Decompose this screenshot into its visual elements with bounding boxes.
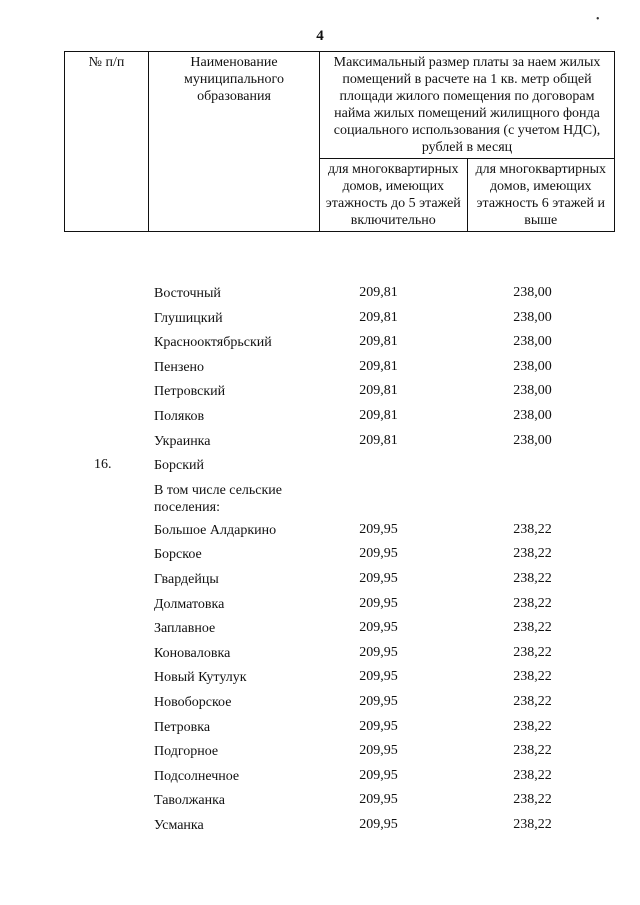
row-name: Глушицкий	[154, 310, 223, 326]
table-row	[64, 766, 615, 791]
table-row	[64, 594, 615, 619]
row-number: 16.	[94, 457, 112, 473]
header-col-name: Наименование муниципального образования	[149, 52, 320, 232]
row-value-up-to-5-floors: 209,95	[359, 693, 398, 709]
table-row	[64, 643, 615, 668]
row-value-6-floors-and-above: 238,22	[513, 792, 552, 808]
row-value-up-to-5-floors: 209,81	[359, 358, 398, 374]
row-value-6-floors-and-above: 238,22	[513, 669, 552, 685]
row-value-6-floors-and-above: 238,00	[513, 407, 552, 423]
table-row	[64, 455, 615, 480]
row-name: Подгорное	[154, 744, 219, 760]
row-name: Борский	[154, 458, 205, 474]
row-value-6-floors-and-above: 238,22	[513, 718, 552, 734]
row-value-6-floors-and-above: 238,00	[513, 383, 552, 399]
row-name: Большое Алдаркино	[154, 522, 277, 538]
corner-mark: •	[596, 14, 600, 25]
table-row	[64, 618, 615, 643]
table-row	[64, 520, 615, 545]
row-value-up-to-5-floors: 209,95	[359, 669, 398, 685]
table-row	[64, 569, 615, 594]
row-value-up-to-5-floors: 209,95	[359, 595, 398, 611]
table-row	[64, 667, 615, 692]
row-value-up-to-5-floors: 209,95	[359, 792, 398, 808]
row-value-up-to-5-floors: 209,81	[359, 334, 398, 350]
row-name: Борское	[154, 547, 202, 563]
table-row	[64, 790, 615, 815]
table-row	[64, 431, 615, 456]
row-value-6-floors-and-above: 238,00	[513, 432, 552, 448]
table-row	[64, 381, 615, 406]
table-row	[64, 357, 615, 382]
row-value-up-to-5-floors: 209,95	[359, 718, 398, 734]
row-name: Поляков	[154, 408, 205, 424]
table-row	[64, 406, 615, 431]
row-value-6-floors-and-above: 238,22	[513, 767, 552, 783]
row-name: Долматовка	[154, 596, 225, 612]
row-value-up-to-5-floors: 209,95	[359, 743, 398, 759]
header-sub-up-to-5-floors: для многоквартирных домов, имеющих этажность до 5 этажей включительно	[320, 159, 468, 232]
row-value-up-to-5-floors: 209,95	[359, 816, 398, 832]
row-value-up-to-5-floors: 209,95	[359, 767, 398, 783]
table-row	[64, 717, 615, 742]
row-value-up-to-5-floors: 209,81	[359, 285, 398, 300]
row-value-up-to-5-floors: 209,95	[359, 644, 398, 660]
row-value-6-floors-and-above: 238,22	[513, 816, 552, 832]
table-row	[64, 332, 615, 357]
row-name: Новый Кутулук	[154, 670, 247, 686]
row-value-6-floors-and-above: 238,22	[513, 546, 552, 562]
row-name: Таволжанка	[154, 793, 225, 809]
row-name: Коноваловка	[154, 645, 231, 661]
row-name: Петровка	[154, 719, 211, 735]
row-value-6-floors-and-above: 238,22	[513, 521, 552, 537]
table-row	[64, 480, 615, 520]
row-name: Подсолнечное	[154, 768, 240, 784]
row-value-6-floors-and-above: 238,22	[513, 644, 552, 660]
row-name: В том числе сельские поселения:	[154, 482, 283, 515]
table-row	[64, 283, 615, 308]
row-value-up-to-5-floors: 209,95	[359, 570, 398, 586]
row-value-up-to-5-floors: 209,95	[359, 521, 398, 537]
row-name: Восточный	[154, 286, 221, 301]
header-col-number: № п/п	[65, 52, 149, 232]
header-table	[64, 51, 615, 232]
row-value-up-to-5-floors: 209,81	[359, 309, 398, 325]
row-value-6-floors-and-above: 238,00	[513, 285, 552, 300]
table-row	[64, 815, 615, 840]
header-col-max-fee: Максимальный размер платы за наем жилых помещений в расчете на 1 кв. метр общей площади жилого помещения по договорам найма жилых помещений жилищного фонда социального использования (с учетом НДС), рублей в месяц	[320, 52, 615, 159]
row-value-6-floors-and-above: 238,22	[513, 570, 552, 586]
header-sub-6-floors-and-above: для многоквартирных домов, имеющих этажность 6 этажей и выше	[467, 159, 615, 232]
row-name: Новоборское	[154, 694, 232, 710]
row-name: Гвардейцы	[154, 571, 219, 587]
row-name: Украинка	[154, 433, 211, 449]
row-value-6-floors-and-above: 238,22	[513, 595, 552, 611]
row-value-6-floors-and-above: 238,00	[513, 358, 552, 374]
table-row	[64, 692, 615, 717]
row-name: Заплавное	[154, 621, 216, 637]
page-number: 4	[316, 28, 324, 44]
row-value-6-floors-and-above: 238,22	[513, 620, 552, 636]
row-value-up-to-5-floors: 209,81	[359, 407, 398, 423]
row-value-6-floors-and-above: 238,22	[513, 743, 552, 759]
table-row	[64, 741, 615, 766]
row-name: Краснооктябрьский	[154, 335, 272, 351]
row-value-up-to-5-floors: 209,95	[359, 620, 398, 636]
row-name: Петровский	[154, 384, 226, 400]
row-value-6-floors-and-above: 238,22	[513, 693, 552, 709]
row-name: Усманка	[154, 817, 204, 833]
row-value-up-to-5-floors: 209,81	[359, 432, 398, 448]
row-value-6-floors-and-above: 238,00	[513, 309, 552, 325]
row-value-up-to-5-floors: 209,81	[359, 383, 398, 399]
table-body	[64, 283, 615, 839]
table-row	[64, 308, 615, 333]
table-row	[64, 544, 615, 569]
row-value-up-to-5-floors: 209,95	[359, 546, 398, 562]
row-value-6-floors-and-above: 238,00	[513, 334, 552, 350]
row-name: Пензено	[154, 359, 205, 375]
